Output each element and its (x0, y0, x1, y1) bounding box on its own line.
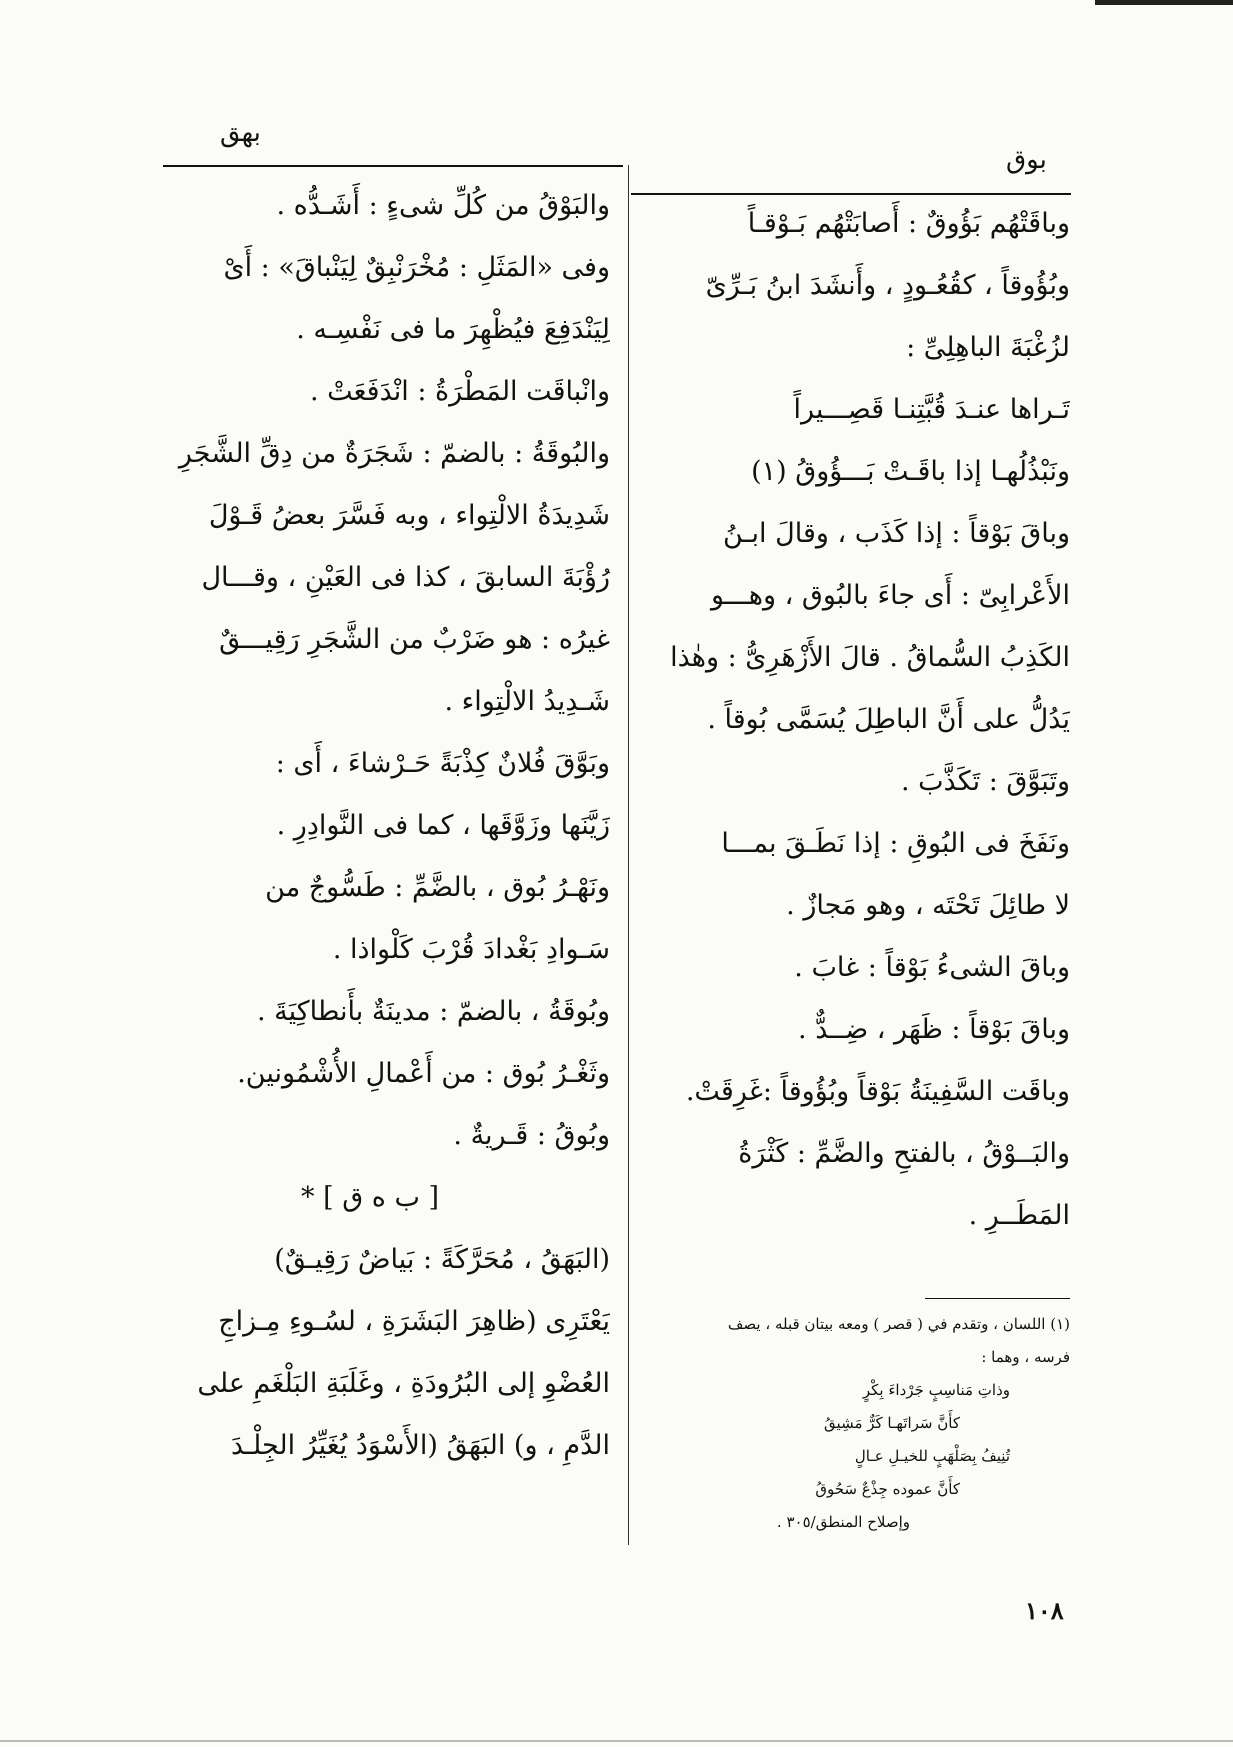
verse-line: ونَبْذُلُهـا إذا باقَـتْ بَـــؤُوقُ (١) (751, 456, 1070, 487)
text-line: شَـدِيدُ الالْتِواء . (444, 686, 610, 717)
running-head-right: بوق (1006, 145, 1047, 175)
footnote-line: وإصلاح المنطق/٣٠٥ . (776, 1513, 910, 1531)
text-line: وباقَ بَوْقاً : ظَهَر ، ضِــدٌّ . (798, 1014, 1070, 1045)
scan-artifact-top (1095, 0, 1233, 5)
footnotes (640, 1308, 1070, 1539)
text-line: لِيَنْدَفِعَ فيُظْهِرَ ما فى نَفْسِـه . (296, 314, 610, 345)
footnote-verse: كأَنَّ سَراتَهـا كَرٌّ مَشِيقُ (824, 1414, 960, 1432)
text-line: وباقَ بَوْقاً : إذا كَذَب ، وقالَ ابـنُ (723, 518, 1070, 549)
text-line: زَيَّنَها وزَوَّقَها ، كما فى النَّوادِرِ . (276, 810, 610, 841)
footnote-rule (925, 1298, 1070, 1299)
text-line: رُؤْبَةَ السابقَ ، كذا فى العَيْنِ ، وقـــال (201, 562, 610, 593)
page-number: ١٠٨ (1025, 1596, 1064, 1625)
footnote-verse: وذاتِ مَناسِبٍ جَرْداءَ بِكْرٍ (862, 1381, 1010, 1399)
text-line: وباقَتْهُم بَؤُوقٌ : أَصابَتْهُم بَـوْقـاً (747, 208, 1070, 239)
text-line: والبَــوْقُ ، بالفتحِ والضَّمِّ : كَثْرَةُ (738, 1138, 1070, 1169)
text-line: وبُؤُوقاً ، كقُعُـودٍ ، وأَنشَدَ ابنُ بَـرِّىّ (705, 270, 1070, 301)
header-rule-left (163, 165, 623, 167)
text-line: والبُوقَةُ : بالضمّ : شَجَرَةٌ من دِقِّ الشَّجَرِ (178, 438, 610, 469)
text-line: المَطَــرِ . (968, 1200, 1070, 1231)
text-line: الدَّمِ ، و) البَهَقُ (الأَسْوَدُ يُغَيِّرُ الجِلْـدَ (230, 1430, 610, 1461)
text-line: وفى «المَثَلِ : مُخْرَنْبِقٌ لِيَنْباقَ» : أَىْ (223, 252, 610, 283)
text-line: وباقَ الشىءُ بَوْقاً : غابَ . (794, 952, 1070, 983)
text-line: والبَوْقُ من كُلِّ شىءٍ : أَشَـدُّه . (276, 190, 610, 221)
footnote-line: (١) اللسان ، وتقدم في ( قصر ) ومعه بيتان قبله ، يصف (727, 1315, 1070, 1333)
text-line: وثَغْـرُ بُوق : من أَعْمالِ الأُشْمُونين. (237, 1058, 610, 1089)
text-line: لا طائِلَ تَحْتَه ، وهو مَجازٌ . (786, 890, 1070, 921)
footnote-verse: تُنِيفُ بِصَلْهَبٍ للخيـلِ عـالٍ (854, 1447, 1010, 1465)
text-line: غيرُه : هو ضَرْبٌ من الشَّجَرِ رَقِيـــقٌ (219, 624, 610, 655)
text-line: (البَهَقُ ، مُحَرَّكَةً : بَياضٌ رَقِيـقٌ) (274, 1244, 610, 1275)
text-line: وبُوقَةُ ، بالضمّ : مدينَةٌ بأَنطاكِيَةَ . (256, 996, 610, 1027)
footnote-verse: كأَنَّ عموده جِذْعٌ سَحُوقُ (815, 1480, 960, 1498)
right-column (650, 193, 1070, 1247)
footnote-line: فرسه ، وهما : (981, 1348, 1070, 1366)
running-head-left: بهق (220, 118, 261, 148)
text-line: وباقَت السَّفِينَةُ بَوْقاً وبُؤُوقاً :غَرِقَتْ. (685, 1076, 1070, 1107)
text-line: شَدِيدَةُ الالْتِواء ، وبه فَسَّرَ بعضُ قَـوْلَ (208, 500, 610, 531)
text-line: يَعْتَرِى (ظاهِرَ البَشَرَةِ ، لسُـوءِ مِـزاجِ (218, 1306, 610, 1337)
entry-heading: [ ب ه ق ] * (301, 1182, 439, 1213)
verse-line: تَـراها عنـدَ قُبَّتِنـا قَصِـــيراً (793, 394, 1070, 425)
text-line: ونَفَخَ فى البُوقِ : إذا نَطَـقَ بمـــا (721, 828, 1070, 859)
text-line: ونَهْـرُ بُوق ، بالضَّمِّ : طَسُّوجٌ من (265, 872, 610, 903)
text-line: الأَعْرابِىّ : أَى جاءَ بالبُوق ، وهـــو (711, 580, 1070, 611)
scan-artifact-bottom (0, 1740, 1233, 1742)
text-line: الكَذِبُ السُّماقُ . قالَ الأَزْهَرِىُّ : وهٰذا (670, 642, 1070, 673)
column-divider (628, 165, 629, 1545)
text-line: لزُغْبَةَ الباهِلِىِّ : (906, 332, 1070, 363)
text-line: وتَبَوَّقَ : تَكَذَّبَ . (900, 766, 1070, 797)
text-line: وبَوَّقَ فُلانٌ كِذْبَةً حَـرْشاءَ ، أَى : (275, 748, 610, 779)
left-column (130, 175, 610, 1477)
text-line: وانْباقَت المَطْرَةُ : انْدَفَعَتْ . (309, 376, 610, 407)
text-line: العُضْوِ إلى البُرُودَةِ ، وغَلَبَةِ البَلْغَمِ على (197, 1368, 610, 1399)
text-line: يَدُلُّ على أَنَّ الباطِلَ يُسَمَّى بُوقاً . (707, 704, 1070, 735)
text-line: سَـوادِ بَغْدادَ قُرْبَ كَلْواذا . (332, 934, 610, 965)
text-line: وبُوقُ : قَـريةٌ . (453, 1120, 610, 1151)
